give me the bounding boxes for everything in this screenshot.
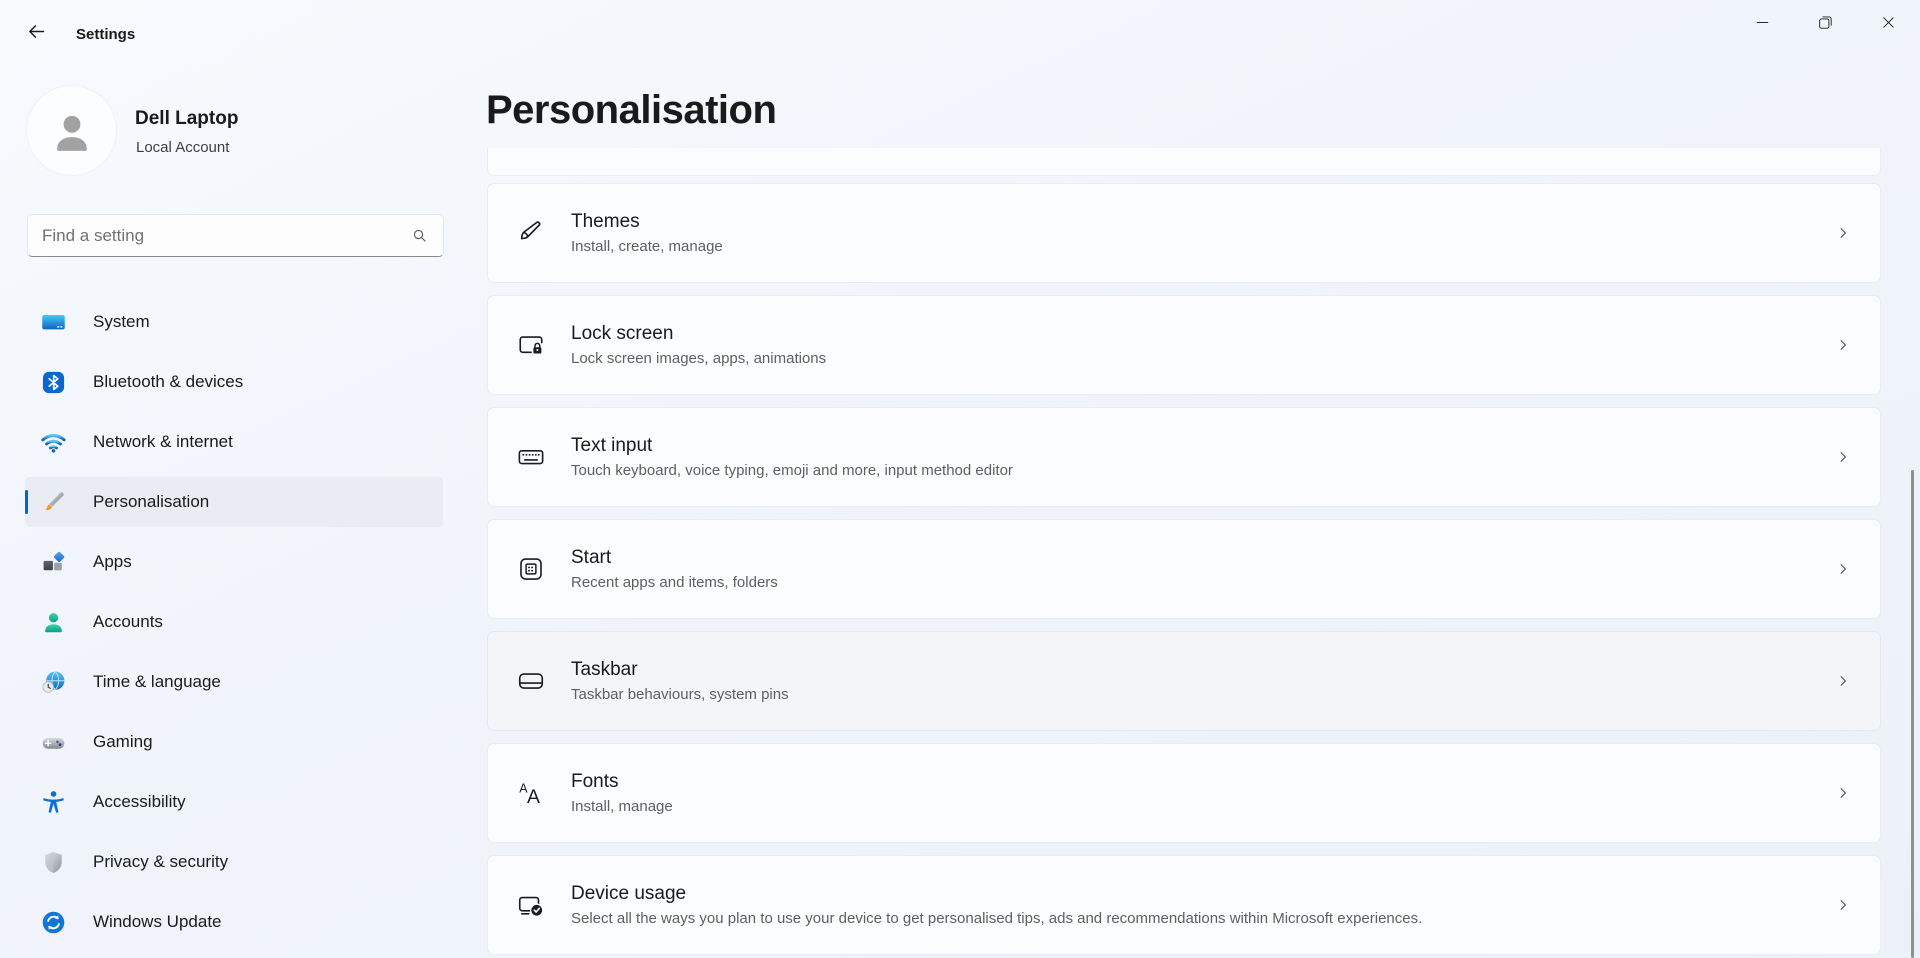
privacy-security-icon	[40, 849, 67, 876]
sidebar-item-system[interactable]	[25, 297, 443, 347]
person-icon	[46, 105, 98, 157]
sidebar-item-label: Windows Update	[93, 912, 222, 931]
chevron-right-icon	[1835, 785, 1851, 801]
card-title: Start	[571, 546, 612, 568]
device-usage-icon	[516, 890, 546, 920]
accessibility-icon	[40, 789, 67, 816]
window-controls	[1731, 0, 1920, 44]
back-icon	[26, 21, 47, 42]
windows-update-icon	[40, 909, 67, 936]
search-icon[interactable]	[411, 227, 429, 245]
settings-card-text-input[interactable]	[487, 407, 1881, 507]
chevron-right-icon	[1835, 561, 1851, 577]
chevron-right-icon	[1835, 897, 1851, 913]
sidebar-item-windows-update[interactable]	[25, 897, 443, 947]
system-icon	[40, 309, 67, 336]
sidebar-item-bluetooth-devices[interactable]	[25, 357, 443, 407]
card-title: Device usage	[571, 882, 687, 904]
sidebar-item-accounts[interactable]	[25, 597, 443, 647]
chevron-right-icon	[1835, 673, 1851, 689]
card-title: Text input	[571, 434, 653, 456]
network-icon	[40, 429, 67, 456]
card-title: Themes	[571, 210, 640, 232]
partial-card-above[interactable]	[487, 148, 1881, 176]
card-subtitle: Touch keyboard, voice typing, emoji and more, input method editor	[571, 461, 1013, 479]
back-button[interactable]	[17, 12, 55, 50]
card-subtitle: Taskbar behaviours, system pins	[571, 685, 789, 703]
start-icon	[516, 554, 546, 584]
personalisation-icon	[40, 489, 67, 516]
sidebar-item-label: Apps	[93, 552, 132, 571]
themes-icon	[516, 218, 546, 248]
search-input[interactable]	[28, 215, 411, 256]
chevron-right-icon	[1835, 337, 1851, 353]
gaming-icon	[40, 729, 67, 756]
settings-card-start[interactable]	[487, 519, 1881, 619]
chevron-right-icon	[1835, 449, 1851, 465]
app-title: Settings	[76, 26, 136, 43]
accounts-icon	[40, 609, 67, 636]
card-title: Lock screen	[571, 322, 674, 344]
sidebar-item-label: System	[93, 312, 150, 331]
settings-card-lock-screen[interactable]	[487, 295, 1881, 395]
bluetooth-icon	[40, 369, 67, 396]
settings-card-fonts[interactable]	[487, 743, 1881, 843]
profile-account-type: Local Account	[136, 139, 230, 156]
time-language-icon	[40, 669, 67, 696]
sidebar-item-label: Bluetooth & devices	[93, 372, 244, 391]
svg-text:A: A	[519, 781, 528, 796]
settings-card-list	[487, 148, 1881, 958]
card-subtitle: Lock screen images, apps, animations	[571, 349, 827, 367]
close-icon	[1880, 14, 1897, 31]
lock-screen-icon	[516, 330, 546, 360]
taskbar-icon	[516, 666, 546, 696]
avatar	[27, 86, 116, 175]
fonts-icon	[516, 778, 546, 808]
sidebar-item-time-language[interactable]	[25, 657, 443, 707]
restore-button[interactable]	[1794, 0, 1857, 44]
sidebar-item-personalisation[interactable]	[25, 477, 443, 527]
minimize-button[interactable]	[1731, 0, 1794, 44]
sidebar-item-label: Time & language	[93, 672, 221, 691]
sidebar-item-label: Accessibility	[93, 792, 186, 811]
card-title: Taskbar	[571, 658, 638, 680]
sidebar-item-privacy-security[interactable]	[25, 837, 443, 887]
chevron-right-icon	[1835, 225, 1851, 241]
sidebar-item-label: Accounts	[93, 612, 163, 631]
page-title: Personalisation	[486, 88, 777, 132]
sidebar-item-apps[interactable]	[25, 537, 443, 587]
card-subtitle: Recent apps and items, folders	[571, 573, 778, 591]
search-box	[27, 214, 444, 257]
minimize-icon	[1754, 14, 1771, 31]
sidebar-item-gaming[interactable]	[25, 717, 443, 767]
settings-card-device-usage[interactable]	[487, 855, 1881, 955]
text-input-icon	[516, 442, 546, 472]
sidebar-item-label: Gaming	[93, 732, 153, 751]
sidebar-item-accessibility[interactable]	[25, 777, 443, 827]
sidebar-nav	[25, 297, 443, 957]
sidebar-item-label: Personalisation	[93, 492, 210, 511]
restore-icon	[1817, 14, 1834, 31]
settings-card-themes[interactable]	[487, 183, 1881, 283]
sidebar-item-label: Network & internet	[93, 432, 233, 451]
sidebar-item-network-internet[interactable]	[25, 417, 443, 467]
apps-icon	[40, 549, 67, 576]
sidebar-item-label: Privacy & security	[93, 852, 229, 871]
vertical-scrollbar[interactable]	[1911, 470, 1914, 958]
card-subtitle: Install, manage	[571, 797, 673, 815]
svg-text:A: A	[527, 786, 540, 808]
card-subtitle: Select all the ways you plan to use your device to get personalised tips, ads and recommendations within Microsoft experiences.	[571, 909, 1423, 927]
profile-name: Dell Laptop	[135, 108, 239, 129]
close-button[interactable]	[1857, 0, 1920, 44]
card-title: Fonts	[571, 770, 619, 792]
settings-card-taskbar[interactable]	[487, 631, 1881, 731]
card-subtitle: Install, create, manage	[571, 237, 723, 255]
